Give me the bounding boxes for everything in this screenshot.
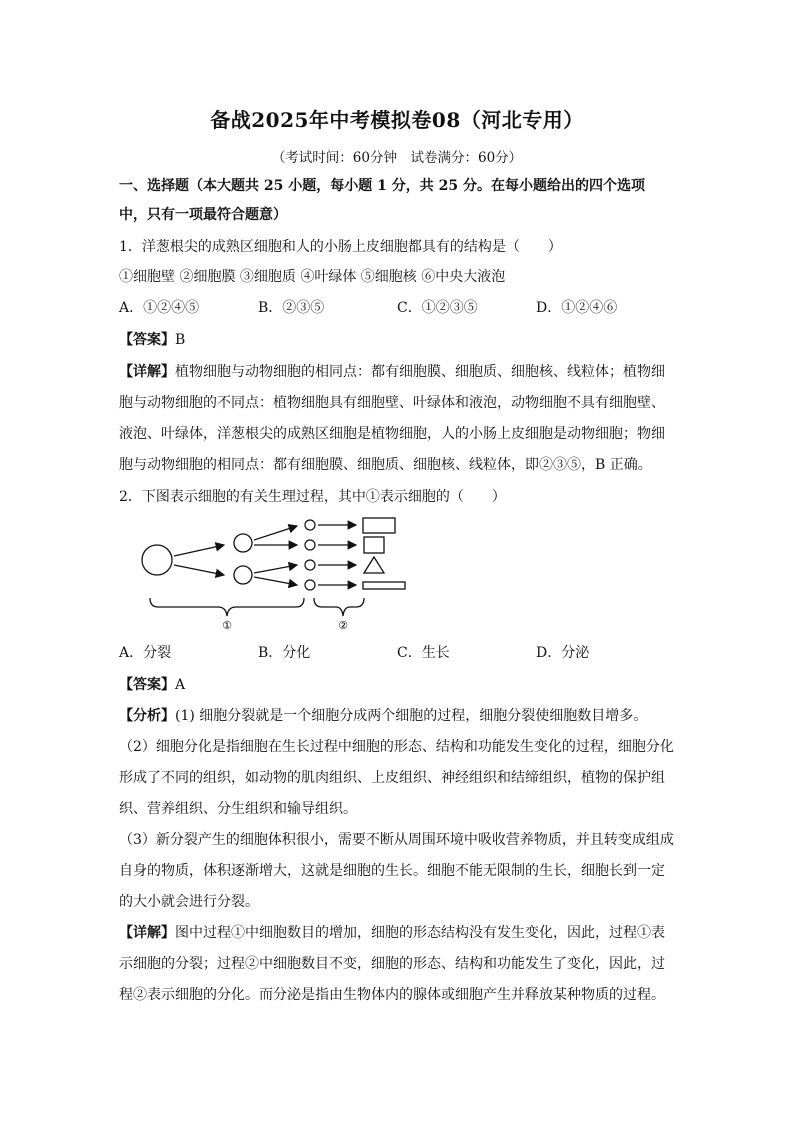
medium-cell-lower [234, 566, 252, 584]
q2-answer-tag: 【答案】 [119, 677, 175, 693]
section-heading-line-1: 一、选择题（本大题共 25 小题，每小题 1 分，共 25 分。在每小题给出的四个选项 [119, 178, 645, 194]
q1-answer [119, 330, 679, 350]
triangle-shape [364, 557, 384, 573]
q2-option-b: B．分化 [258, 645, 311, 661]
arrow-small-1 [254, 526, 297, 540]
small-cell-1 [305, 520, 315, 530]
q1-items: ①细胞壁 ②细胞膜 ③细胞质 ④叶绿体 ⑤细胞核 ⑥中央大液泡 [119, 269, 506, 285]
q2-analysis-text-1: (1) 细胞分裂就是一个细胞分成两个细胞的过程，细胞分裂使细胞数目增多。 [175, 708, 648, 724]
q1-option-b: B．②③⑤ [258, 300, 325, 316]
wide-rectangle-shape [363, 518, 395, 533]
q1-detail-line-2: 胞与动物细胞的不同点：植物细胞具有细胞壁、叶绿体和液泡，动物细胞不具有细胞壁、 [119, 395, 665, 411]
diagram-label-2: ② [338, 619, 348, 630]
q2-analysis-line-4: 织、营养组织、分生组织和输导组织。 [119, 801, 357, 817]
q2-analysis-tag: 【分析】 [119, 708, 175, 724]
q2-detail-line-1 [119, 923, 679, 943]
q2-analysis-line-5: （3）新分裂产生的细胞体积很小，需要不断从周围环境中吸收营养物质，并且转变成组成 [119, 832, 674, 848]
q1-detail-tag: 【详解】 [119, 364, 175, 380]
q2-detail-tag: 【详解】 [119, 925, 175, 941]
small-cell-4 [305, 580, 315, 590]
square-shape [364, 537, 384, 553]
cell-process-diagram [134, 510, 414, 630]
q1-stem: 1．洋葱根尖的成熟区细胞和人的小肠上皮细胞都具有的结构是（ ） [119, 239, 562, 255]
q2-option-c: C．生长 [397, 645, 450, 661]
arrow-to-cell-upper [174, 545, 224, 556]
page-title: 备战2025年中考模拟卷08（河北专用） [210, 108, 584, 132]
long-bar-shape [363, 582, 405, 589]
diagram-label-1: ① [222, 619, 232, 630]
q1-answer-tag: 【答案】 [119, 332, 175, 348]
q2-option-d: D．分泌 [536, 645, 590, 661]
q2-detail-line-3: 程②表示细胞的分化。而分泌是指由生物体内的腺体或细胞产生并释放某种物质的过程。 [119, 987, 665, 1003]
q2-option-a: A．分裂 [119, 645, 172, 661]
section-heading-line-2: 中，只有一项最符合题意） [119, 207, 287, 223]
q2-analysis-line-3: 形成了不同的组织，如动物的肌肉组织、上皮组织、神经组织和结缔组织，植物的保护组 [119, 770, 665, 786]
arrow-small-4 [254, 577, 297, 585]
small-cell-3 [305, 560, 315, 570]
q1-option-c: C．①②③⑤ [397, 300, 478, 316]
q1-option-d: D．①②④⑥ [536, 300, 618, 316]
exam-info: （考试时间：60分钟 试卷满分：60分） [271, 150, 523, 166]
q2-analysis-line-2: （2）细胞分化是指细胞在生长过程中细胞的形态、结构和功能发生变化的过程，细胞分化 [119, 739, 674, 755]
q1-detail-text-1: 植物细胞与动物细胞的相同点：都有细胞膜、细胞质、细胞核、线粒体；植物细 [175, 364, 665, 380]
q1-answer-value: B [175, 332, 186, 348]
q1-detail-line-4: 胞与动物细胞的相同点：都有细胞膜、细胞质、细胞核、线粒体，即②③⑤，B 正确。 [119, 457, 652, 473]
q2-analysis-line-1 [119, 706, 679, 726]
q1-option-a: A．①②④⑤ [119, 300, 200, 316]
bracket-process-1 [150, 598, 304, 616]
large-cell-circle [142, 545, 172, 575]
q2-stem: 2．下图表示细胞的有关生理过程，其中①表示细胞的（ ） [119, 489, 506, 505]
q2-analysis-line-6: 自身的物质，体积逐渐增大，这就是细胞的生长。细胞不能无限制的生长，细胞长到一定 [119, 863, 665, 879]
small-cell-2 [305, 540, 315, 550]
q1-detail-line-1 [119, 362, 679, 382]
bracket-process-2 [314, 598, 364, 616]
q1-detail-line-3: 液泡、叶绿体，洋葱根尖的成熟区细胞是植物细胞，人的小肠上皮细胞是动物细胞；物细 [119, 426, 665, 442]
medium-cell-upper [234, 534, 252, 552]
q2-detail-text-1: 图中过程①中细胞数目的增加，细胞的形态结构没有发生变化，因此，过程①表 [175, 925, 665, 941]
arrow-to-cell-lower [174, 565, 224, 575]
q2-analysis-line-7: 的大小就会进行分裂。 [119, 894, 259, 910]
q2-answer-value: A [175, 677, 186, 693]
q2-answer [119, 675, 679, 695]
q2-detail-line-2: 示细胞的分裂；过程②中细胞数目不变，细胞的形态、结构和功能发生了变化，因此，过 [119, 956, 665, 972]
arrow-small-3 [254, 565, 297, 573]
